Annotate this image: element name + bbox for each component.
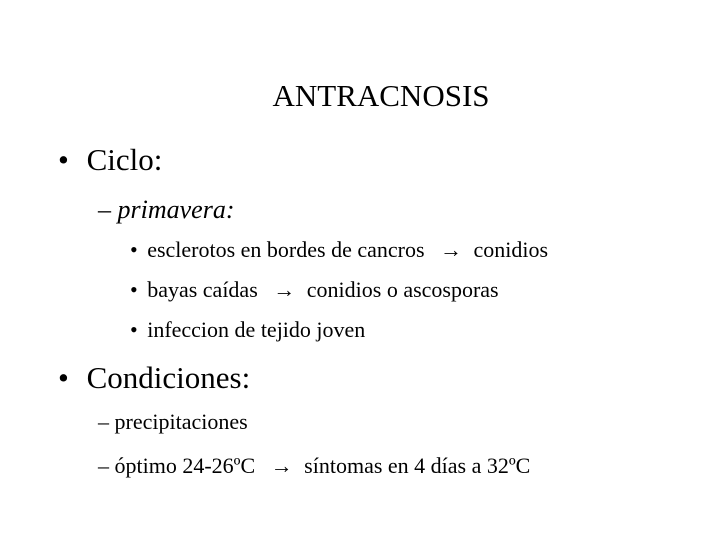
right-arrow-icon: →	[273, 277, 296, 302]
section-ciclo	[58, 140, 162, 180]
subitem-result: síntomas en 4 días a 32ºC	[304, 453, 531, 478]
point-result: conidios o ascosporas	[306, 277, 499, 302]
dash: –	[98, 453, 109, 478]
subitem-text: óptimo 24-26ºC	[114, 453, 256, 478]
bullet: •	[58, 142, 69, 177]
point-bayas	[130, 276, 499, 304]
right-arrow-icon: →	[270, 453, 293, 478]
subitem-optimo	[98, 452, 530, 480]
subitem-label-primavera: primavera:	[117, 195, 235, 224]
bullet: •	[130, 237, 138, 262]
section-heading-condiciones: Condiciones:	[86, 360, 251, 395]
point-text: esclerotos en bordes de cancros	[147, 237, 425, 262]
right-arrow-icon: →	[440, 237, 463, 262]
point-esclerotos	[130, 236, 548, 264]
point-result: conidios	[473, 237, 549, 262]
point-infeccion	[130, 316, 365, 344]
point-text: bayas caídas	[147, 277, 258, 302]
bullet: •	[58, 360, 69, 395]
dash: –	[98, 195, 111, 224]
slide-title-text: ANTRACNOSIS	[272, 78, 490, 113]
point-text: infeccion de tejido joven	[147, 317, 366, 342]
subitem-primavera	[98, 194, 234, 226]
subitem-text: precipitaciones	[114, 409, 248, 434]
subitem-precipitaciones	[98, 408, 248, 436]
slide-title	[0, 76, 720, 116]
bullet: •	[130, 277, 138, 302]
bullet: •	[130, 317, 138, 342]
section-condiciones	[58, 358, 250, 398]
section-heading-ciclo: Ciclo:	[86, 142, 163, 177]
dash: –	[98, 409, 109, 434]
